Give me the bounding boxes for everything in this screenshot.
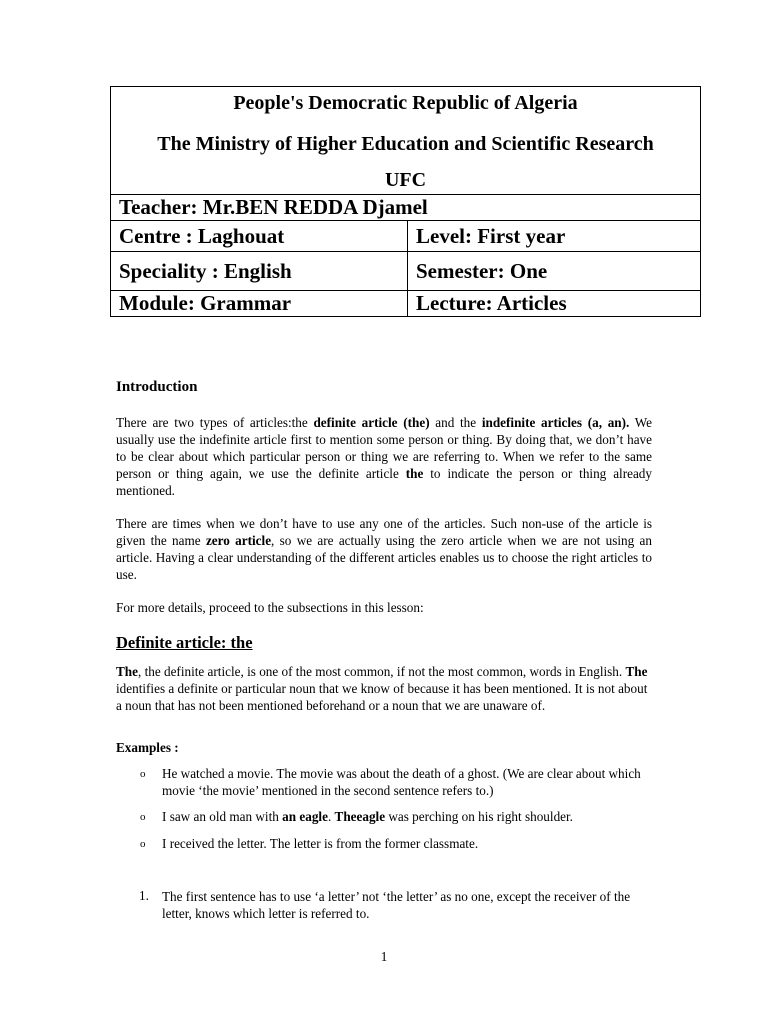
introduction-heading: Introduction xyxy=(116,379,198,395)
bullet-2: o xyxy=(140,811,146,823)
bullet-1: o xyxy=(140,768,146,780)
university-title: UFC xyxy=(384,169,427,191)
lecture-cell: Lecture: Articles xyxy=(408,291,701,317)
intro-paragraph-1: There are two types of articles:the definite article (the) and the indefinite articles (a, an). We usually use the indefinite article first to mention some person or thing. By doing that, we don’t have to be clear about which particular person or thing we are referring to. When we refer to the same person or thing again, we use the definite article the to indicate the person or thing already mentioned. xyxy=(116,415,653,498)
country-title: People's Democratic Republic of Algeria xyxy=(233,92,578,114)
example-2: I saw an old man with an eagle. Theeagle was perching on his right shoulder. xyxy=(162,809,573,824)
ministry-title: The Ministry of Higher Education and Scientific Research xyxy=(157,133,654,155)
semester-cell: Semester: One xyxy=(408,252,701,291)
intro-paragraph-3: For more details, proceed to the subsections in this lesson: xyxy=(116,600,424,615)
centre-cell: Centre : Laghouat xyxy=(111,221,408,252)
numbered-item-1: The first sentence has to use ‘a letter’ not ‘the letter’ as no one, except the receiver of the letter, knows which letter is referred to. xyxy=(162,889,631,921)
page-number: 1 xyxy=(380,949,388,964)
bullet-3: o xyxy=(140,838,146,850)
definite-article-heading: Definite article: the xyxy=(116,633,253,652)
module-cell: Module: Grammar xyxy=(111,291,408,317)
intro-paragraph-2: There are times when we don’t have to use any one of the articles. Such non-use of the article is given the name zero article, so we are actually using the zero article when we are not using an article. Having a clear understanding of the different articles enables us to choose the right articles to use. xyxy=(116,516,652,582)
examples-heading: Examples : xyxy=(116,740,179,755)
speciality-cell: Speciality : English xyxy=(111,252,408,291)
numbered-marker-1: 1. xyxy=(139,888,149,903)
example-3: I received the letter. The letter is from the former classmate. xyxy=(162,836,479,851)
definite-paragraph: The, the definite article, is one of the most common, if not the most common, words in English. The identifies a definite or particular noun that we know of because it has been mentioned. It is not about a noun that has not been mentioned beforehand or a noun that we are unaware of. xyxy=(116,664,648,713)
teacher-cell: Teacher: Mr.BEN REDDA Djamel xyxy=(111,195,701,221)
example-1: He watched a movie. The movie was about the death of a ghost. (We are clear about which movie ‘the movie’ mentioned in the second sentence refers to.) xyxy=(162,766,641,798)
level-cell: Level: First year xyxy=(408,221,701,252)
title-block xyxy=(111,87,701,195)
header-table xyxy=(110,86,701,317)
